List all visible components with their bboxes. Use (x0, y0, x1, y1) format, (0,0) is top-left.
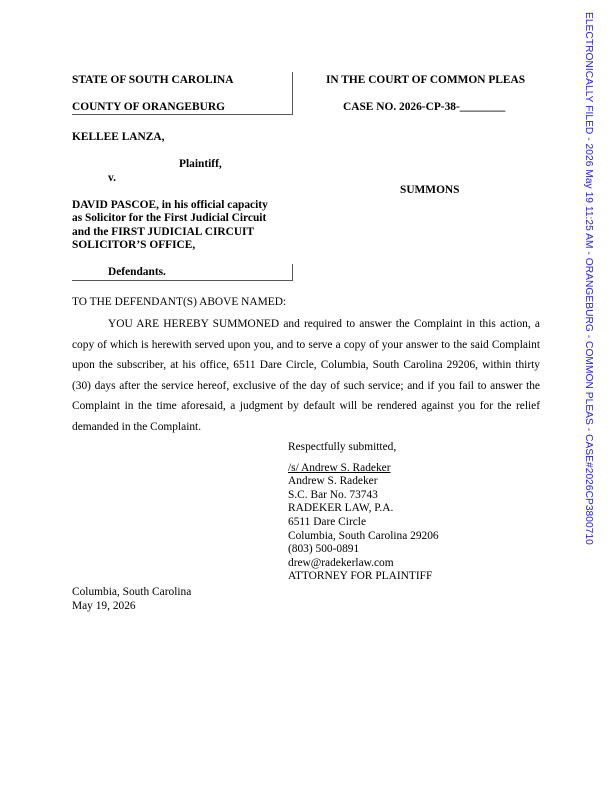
electronic-signature: /s/ Andrew S. Radeker (288, 461, 391, 474)
caption-county: COUNTY OF ORANGEBURG (72, 101, 225, 113)
firm-name: RADEKER LAW, P.A. (288, 502, 394, 515)
defendants-line-2: as Solicitor for the First Judicial Circuit (72, 212, 267, 224)
case-number: CASE NO. 2026-CP-38-________ (343, 101, 506, 113)
defendants-line-1: DAVID PASCOE, in his official capacity (72, 199, 268, 211)
caption-defendants-rule (72, 280, 293, 281)
document-title: SUMMONS (400, 184, 460, 196)
defendants-role: Defendants. (108, 266, 166, 278)
firm-street: 6511 Dare Circle (288, 515, 367, 528)
defendants-line-4: SOLICITOR’S OFFICE, (72, 239, 196, 251)
firm-email: drew@radekerlaw.com (288, 556, 394, 569)
caption-county-rule (72, 114, 293, 115)
plaintiff-role: Plaintiff, (179, 158, 222, 170)
firm-city: Columbia, South Carolina 29206 (288, 529, 439, 542)
bar-number: S.C. Bar No. 73743 (288, 488, 378, 501)
attorney-role: ATTORNEY FOR PLAINTIFF (288, 570, 433, 583)
caption-state: STATE OF SOUTH CAROLINA (72, 74, 234, 86)
attorney-name: Andrew S. Radeker (288, 475, 378, 488)
court-name: IN THE COURT OF COMMON PLEAS (326, 74, 526, 86)
address-line: TO THE DEFENDANT(S) ABOVE NAMED: (72, 296, 287, 308)
electronic-filing-stamp: ELECTRONICALLY FILED - 2026 May 19 11:25 AM - ORANGEBURG - COMMON PLEAS - CASE#2026CP3800710 (583, 12, 594, 545)
firm-phone: (803) 500-0891 (288, 543, 360, 556)
plaintiff-name: KELLEE LANZA, (72, 131, 165, 143)
signature-block (288, 441, 439, 584)
signing-place: Columbia, South Carolina (72, 586, 192, 598)
defendants-line-3: and the FIRST JUDICIAL CIRCUIT (72, 226, 255, 238)
signature-closing: Respectfully submitted, (288, 441, 397, 453)
versus: v. (108, 172, 116, 184)
summons-paragraph: YOU ARE HEREBY SUMMONED and required to answer the Complaint in this action, a copy of which is herewith served upon you, and to serve a copy of your answer to the said Complaint upon the subscriber, at his office, 6511 Dare Circle, Columbia, South Carolina 29206, within thirty (30) days after the service hereof, exclusive of the day of such service; and if you fail to answer the Complaint in the time aforesaid, a judgment by default will be rendered against you for the relief demanded in the Complaint. (72, 318, 540, 433)
caption-divider-bottom (292, 264, 293, 280)
signing-date: May 19, 2026 (72, 600, 136, 612)
caption-divider-top (292, 72, 293, 114)
